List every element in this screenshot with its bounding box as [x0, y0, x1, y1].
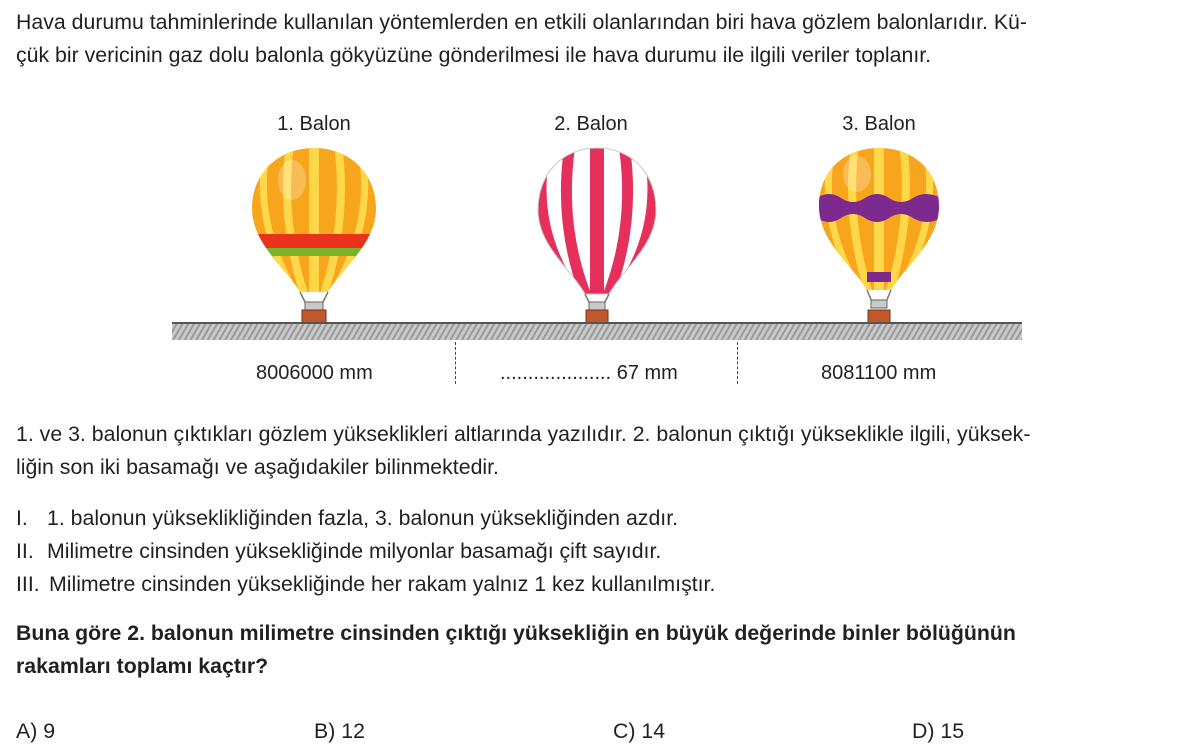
statement-item	[16, 568, 715, 601]
description-line-2: liğin son iki basamağı ve aşağıdakiler bilinmektedir.	[16, 455, 499, 479]
description-paragraph	[16, 418, 1176, 484]
ground-line	[172, 322, 1022, 340]
option-d-value: 15	[940, 719, 965, 743]
option-a-value: 9	[43, 719, 56, 743]
option-d-letter: D)	[912, 719, 935, 743]
question-line-1: Buna göre 2. balonun milimetre cinsinden çıktığı yüksekliğin en büyük değerinde binler bölüğünün	[16, 621, 1016, 645]
statement-text: Milimetre cinsinden yüksekliğinde her rakam yalnız 1 kez kullanılmıştır.	[49, 572, 716, 596]
statement-list	[16, 502, 715, 601]
balloon-2-label: 2. Balon	[554, 113, 628, 135]
option-b-letter: B)	[314, 719, 336, 743]
statement-text: 1. balonun yükseklikliğinden fazla, 3. balonun yüksekliğinden azdır.	[47, 506, 679, 530]
balloon-2-height-suffix: 67 mm	[616, 362, 678, 384]
balloon-1-height: 8006000 mm	[256, 362, 373, 384]
intro-line-2: çük bir vericinin gaz dolu balonla gökyüzüne gönderilmesi ile hava durumu ile ilgili veriler toplanır.	[16, 43, 932, 67]
option-c-value: 14	[641, 719, 666, 743]
divider-2	[737, 342, 738, 384]
option-d[interactable]	[912, 719, 964, 744]
statement-item	[16, 535, 715, 568]
balloon-2-height-blank: ....................	[500, 362, 612, 384]
option-c-letter: C)	[613, 719, 636, 743]
option-b-value: 12	[341, 719, 365, 743]
statement-item	[16, 502, 715, 535]
balloon-1-image	[250, 144, 378, 326]
balloon-figure	[0, 100, 1186, 400]
statement-number: II.	[16, 539, 34, 563]
option-a[interactable]	[16, 719, 55, 744]
statement-number: I.	[16, 506, 28, 530]
statement-text: Milimetre cinsinden yüksekliğinde milyonlar basamağı çift sayıdır.	[47, 539, 662, 563]
balloon-3-image	[817, 144, 941, 326]
option-c[interactable]	[613, 719, 665, 744]
intro-paragraph	[16, 6, 1176, 72]
balloon-1-label: 1. Balon	[277, 113, 351, 135]
divider-1	[455, 342, 456, 384]
balloon-2-image	[536, 144, 658, 326]
balloon-2-height	[500, 362, 678, 385]
intro-line-1: Hava durumu tahminlerinde kullanılan yöntemlerden en etkili olanlarından biri hava gözlem balonlarıdır. Kü-	[16, 10, 1027, 34]
question-text	[16, 617, 1016, 683]
statement-number: III.	[16, 572, 40, 596]
option-b[interactable]	[314, 719, 365, 744]
balloon-3-label: 3. Balon	[842, 113, 916, 135]
description-line-1: 1. ve 3. balonun çıktıkları gözlem yükseklikleri altlarında yazılıdır. 2. balonun çıktığı yükseklikle ilgili, yüksek-	[16, 422, 1031, 446]
balloon-3-height: 8081100 mm	[821, 362, 937, 384]
option-a-letter: A)	[16, 719, 38, 743]
question-line-2: rakamları toplamı kaçtır?	[16, 654, 269, 678]
